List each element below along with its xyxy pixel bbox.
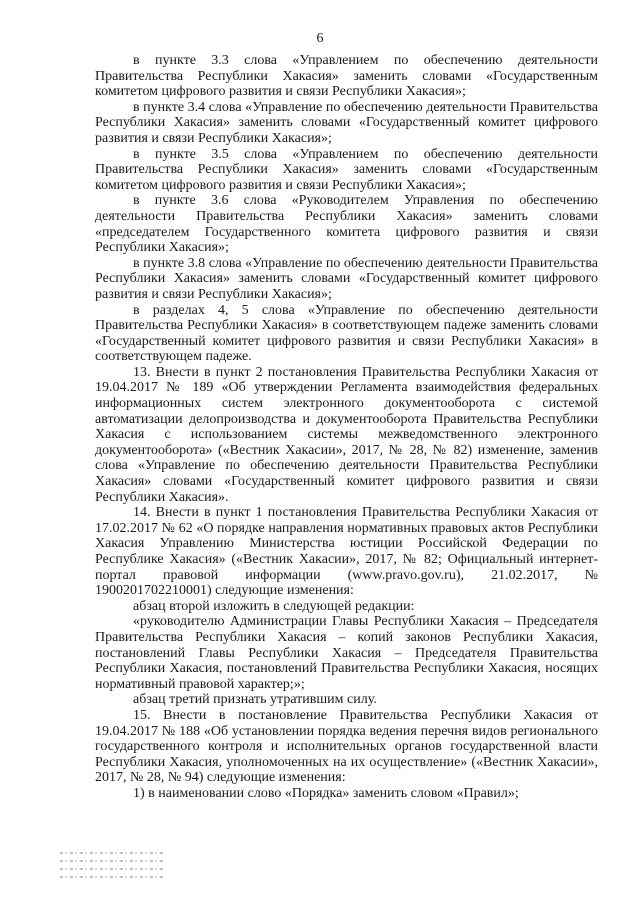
paragraph: 1) в наименовании слово «Порядка» заменить словом «Правил»;: [133, 785, 519, 801]
paragraph: в разделах 4, 5 слова «Управление по обеспечению деятельности Правительства Республики Хакасия» в соответствующем падеже заменить словами «Государственный комитет цифрового развития и связи Республики Хакасия» в соответствующем падеже.: [95, 302, 598, 365]
paragraph: в пункте 3.8 слова «Управление по обеспечению деятельности Правительства Республики Хакасия» заменить словами «Государственный комитет цифрового развития и связи Республики Хакасия»;: [95, 255, 598, 302]
paragraph: в пункте 3.4 слова «Управление по обеспечению деятельности Правительства Республики Хакасия» заменить словами «Государственный комитет цифрового развития и связи Республики Хакасия»;: [95, 99, 598, 146]
paragraph: абзац второй изложить в следующей редакции:: [133, 598, 415, 614]
paragraph: в пункте 3.5 слова «Управлением по обеспечению деятельности Правительства Республики Хакасия» заменить словами «Государственным комитетом цифрового развития и связи Республики Хакасия»;: [95, 146, 598, 193]
page-number: 6: [316, 31, 324, 46]
paragraph: 14. Внести в пункт 1 постановления Правительства Республики Хакасия от 17.02.2017 № 62 «О порядке направления нормативных правовых актов Республики Хакасия Управлению Министерства юстиции Российской Федерации по Республике Хакасия» («Вестник Хакасии», 2017, № 82; Официальный интернет-портал правовой информации (www.pravo.gov.ru), 21.02.2017, № 1900201702210001) следующие изменения:: [95, 505, 598, 599]
faint-registration-stamp: [60, 852, 165, 892]
paragraph: абзац третий признать утратившим силу.: [133, 692, 377, 708]
paragraph: «руководителю Администрации Главы Республики Хакасия – Председателя Правительства Республики Хакасия – копий законов Республики Хакасия, постановлений Главы Республики Хакасия – Председателя Правительства Республики Хакасия, постановлений Правительства Республики Хакасия, носящих нормативный правовой характер;»;: [95, 614, 598, 692]
paragraph: в пункте 3.6 слова «Руководителем Управления по обеспечению деятельности Правительства Республики Хакасия» заменить словами «председателем Государственного комитета цифрового развития и связи Республики Хакасия»;: [95, 193, 598, 256]
paragraph: 15. Внести в постановление Правительства Республики Хакасия от 19.04.2017 № 188 «Об установлении порядка ведения перечня видов регионального государственного контроля и исполнительных органов государственной власти Республики Хакасия, уполномоченных на их осуществление» («Вестник Хакасии», 2017, № 28, № 94) следующие изменения:: [95, 707, 598, 786]
paragraph: 13. Внести в пункт 2 постановления Правительства Республики Хакасия от 19.04.2017 № 189 «Об утверждении Регламента взаимодействия федеральных информационных систем электронного документооборота с системой автоматизации делопроизводства и документооборота Правительства Республики Хакасия с использованием системы межведомственного электронного документооборота» («Вестник Хакасии», 2017, № 28, № 82) изменение, заменив слова «Управление по обеспечению деятельности Правительства Республики Хакасия» словами «Государственный комитет цифрового развития и связи Республики Хакасия».: [95, 364, 598, 505]
paragraph: в пункте 3.3 слова «Управлением по обеспечению деятельности Правительства Республики Хакасия» заменить словами «Государственным комитетом цифрового развития и связи Республики Хакасия»;: [95, 53, 598, 100]
document-body: [95, 53, 598, 802]
